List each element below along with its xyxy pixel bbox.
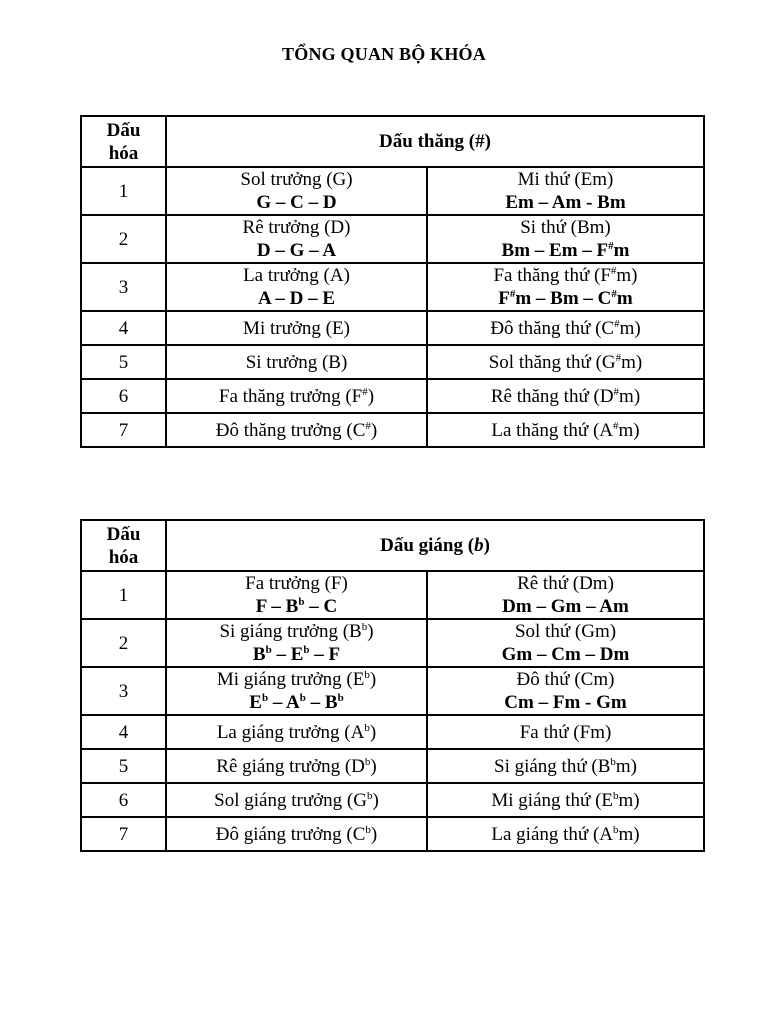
minor-key-name: Sol thăng thứ (G#m): [488, 351, 643, 373]
minor-key-cell: [427, 263, 704, 311]
flats-header-suffix: ): [483, 535, 490, 556]
major-key-cell: [166, 379, 427, 413]
minor-key-cell: [427, 571, 704, 619]
minor-key-chords: F#m – Bm – C#m: [498, 288, 633, 309]
major-key-name: Si trưởng (B): [245, 351, 348, 373]
header-num-line2: hóa: [108, 142, 139, 164]
flat-symbol: b: [474, 535, 484, 556]
accidental-count: 3: [81, 263, 166, 311]
minor-key-cell: [427, 715, 704, 749]
accidental-count: 1: [81, 571, 166, 619]
minor-key-cell: [427, 167, 704, 215]
sharp-keys-table: [80, 115, 705, 448]
minor-key-chords: Em – Am - Bm: [505, 192, 626, 213]
major-key-name: Rê trưởng (D): [242, 217, 351, 238]
table-row: [81, 619, 704, 667]
table-row: [81, 715, 704, 749]
flats-header-title: [166, 520, 704, 571]
minor-key-cell: [427, 667, 704, 715]
minor-key-name: Fa thứ (Fm): [519, 721, 612, 743]
header-num-line1: Dấu: [106, 119, 141, 141]
table-header-row: [81, 116, 704, 167]
major-key-name: Mi giáng trưởng $(E^b)$: [216, 669, 377, 690]
minor-key-chords: Cm – Fm - Gm: [504, 692, 627, 713]
major-key-chords: D – G – A: [256, 240, 337, 261]
minor-key-name: La giáng thứ $(A^bm)$: [491, 823, 640, 845]
accidental-count-header: [81, 116, 166, 167]
major-key-cell: [166, 817, 427, 851]
major-key-cell: [166, 167, 427, 215]
major-key-cell: [166, 667, 427, 715]
table-row: [81, 783, 704, 817]
page-title: TỔNG QUAN BỘ KHÓA: [282, 44, 486, 64]
major-key-name: La trưởng (A): [243, 265, 350, 286]
major-key-name: Đô thăng trưởng (C#): [215, 419, 378, 441]
major-key-cell: [166, 215, 427, 263]
table-header-row: [81, 520, 704, 571]
table-row: [81, 379, 704, 413]
minor-key-cell: [427, 215, 704, 263]
accidental-count: 6: [81, 783, 166, 817]
major-key-cell: [166, 311, 427, 345]
minor-key-name: Sol thứ (Gm): [514, 621, 617, 642]
minor-key-name: Rê thăng thứ (D#m): [490, 385, 641, 407]
table-row: [81, 817, 704, 851]
minor-key-name: La thăng thứ (A#m): [491, 419, 640, 441]
header-num-line1: Dấu: [106, 523, 141, 545]
sharps-header-title: Dấu thăng (#): [166, 116, 704, 167]
minor-key-chords: Gm – Cm – Dm: [501, 644, 630, 665]
header-num-line2: hóa: [108, 546, 139, 568]
major-key-name: La giáng trưởng $(A^b)$: [216, 721, 377, 743]
major-key-cell: [166, 783, 427, 817]
major-key-cell: [166, 715, 427, 749]
accidental-count: 2: [81, 619, 166, 667]
minor-key-cell: [427, 379, 704, 413]
minor-key-name: Si giáng thứ $(B^bm)$: [494, 755, 637, 777]
accidental-count: 2: [81, 215, 166, 263]
major-key-name: Sol trưởng (G): [240, 169, 353, 190]
minor-key-name: Đô thăng thứ (C#m): [490, 317, 641, 339]
minor-key-name: Si thứ (Bm): [520, 217, 611, 238]
flat-keys-table: [80, 519, 705, 852]
accidental-count-header: [81, 520, 166, 571]
table-row: [81, 167, 704, 215]
accidental-count: 5: [81, 749, 166, 783]
minor-key-cell: [427, 619, 704, 667]
accidental-count: 4: [81, 715, 166, 749]
minor-key-cell: [427, 413, 704, 447]
accidental-count: 4: [81, 311, 166, 345]
major-key-name: Sol giáng trưởng $(G^b)$: [214, 789, 379, 811]
major-key-name: Fa trưởng (F): [245, 573, 348, 594]
table-row: [81, 311, 704, 345]
table-row: [81, 413, 704, 447]
flats-header-prefix: Dấu giáng (: [380, 535, 475, 556]
minor-key-cell: [427, 749, 704, 783]
major-key-name: Fa thăng trưởng (F#): [218, 385, 375, 407]
minor-key-name: Fa thăng thứ (F#m): [493, 265, 638, 286]
major-key-chords: F – $B^b$ – C: [255, 596, 338, 617]
table-row: [81, 263, 704, 311]
major-key-name: Đô giáng trưởng $(C^b)$: [215, 823, 378, 845]
minor-key-cell: [427, 817, 704, 851]
minor-key-name: Rê thứ (Dm): [517, 573, 614, 594]
major-key-cell: [166, 263, 427, 311]
table-row: [81, 667, 704, 715]
table-row: [81, 345, 704, 379]
minor-key-name: Đô thứ (Cm): [516, 669, 615, 690]
major-key-cell: [166, 571, 427, 619]
table-row: [81, 749, 704, 783]
major-key-cell: [166, 749, 427, 783]
major-key-name: Si giáng trưởng $(B^b)$: [219, 621, 374, 642]
minor-key-chords: Dm – Gm – Am: [502, 596, 629, 617]
minor-key-name: Mi giáng thứ $(E^bm)$: [491, 789, 640, 811]
major-key-cell: [166, 413, 427, 447]
accidental-count: 5: [81, 345, 166, 379]
major-key-chords: A – D – E: [257, 288, 336, 309]
major-key-name: Mi trưởng (E): [243, 317, 350, 339]
accidental-count: 7: [81, 817, 166, 851]
major-key-chords: G – C – D: [256, 192, 337, 213]
accidental-count: 6: [81, 379, 166, 413]
major-key-name: Rê giáng trưởng $(D^b)$: [216, 755, 377, 777]
accidental-count: 7: [81, 413, 166, 447]
minor-key-cell: [427, 783, 704, 817]
major-key-chords: $B^b - E^b$ – F: [252, 644, 341, 665]
major-key-cell: [166, 619, 427, 667]
major-key-cell: [166, 345, 427, 379]
table-row: [81, 571, 704, 619]
minor-key-chords: Bm – Em – F#m: [501, 240, 630, 261]
table-row: [81, 215, 704, 263]
minor-key-cell: [427, 311, 704, 345]
minor-key-cell: [427, 345, 704, 379]
minor-key-name: Mi thứ (Em): [517, 169, 614, 190]
accidental-count: 3: [81, 667, 166, 715]
major-key-chords: $E^b - A^b - B^b$: [249, 692, 344, 713]
accidental-count: 1: [81, 167, 166, 215]
